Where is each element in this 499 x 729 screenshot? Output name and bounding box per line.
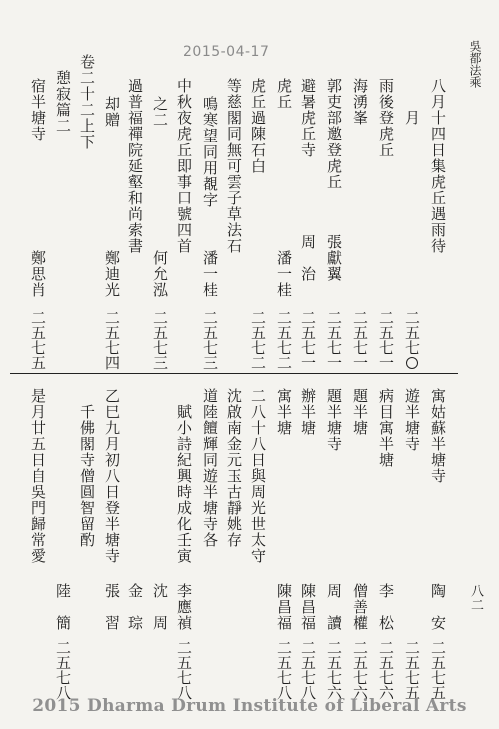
lower-title-14: 乙巳九月初八日登半塘寺	[103, 388, 121, 564]
upper-page-12: 二五七三	[151, 310, 169, 370]
upper-title-2: 月	[403, 110, 421, 126]
lower-page-4: 二五七六	[351, 640, 369, 700]
zero-circle-glyph	[406, 357, 418, 369]
lower-title-3: 病目寓半塘	[377, 388, 395, 468]
page-number: 八二	[468, 584, 483, 612]
lower-page-3: 二五七六	[377, 640, 395, 700]
upper-title-5: 郭吏部邀登虎丘	[325, 78, 343, 190]
lower-author-3: 李 松	[377, 583, 395, 631]
upper-title-11: 中秋夜虎丘即事口號四首	[175, 78, 193, 254]
upper-title-15: 卷二十二上下	[78, 54, 96, 150]
lower-title-8: 二八十八日與周光世太守	[249, 388, 267, 564]
upper-title-14: 却贈	[103, 96, 121, 128]
lower-title-4: 題半塘	[351, 388, 369, 436]
lower-author-13: 金 琮	[126, 583, 144, 631]
upper-author-10: 潘一桂	[201, 250, 219, 298]
lower-author-4: 僧善權	[351, 583, 369, 631]
upper-title-1: 八月十四日集虎丘遇雨待	[429, 78, 447, 254]
upper-title-7: 虎丘	[275, 78, 293, 110]
book-title: 吳都法乘	[468, 40, 482, 88]
lower-author-6: 陳昌福	[299, 583, 317, 631]
lower-page-5: 二五七六	[325, 640, 343, 700]
lower-page-6: 二五七八	[299, 640, 317, 700]
lower-author-12: 沈 周	[151, 583, 169, 631]
upper-title-10: 鳴寒望同用覩字	[201, 96, 219, 208]
upper-title-4: 海湧峯	[351, 78, 369, 126]
upper-author-5: 張獻翼	[325, 234, 343, 282]
upper-page-6: 二五七一	[299, 310, 317, 370]
lower-author-1: 陶 安	[429, 583, 447, 631]
upper-title-17: 宿半塘寺	[29, 78, 47, 142]
date-stamp: 2015-04-17	[183, 44, 270, 60]
register-divider	[10, 373, 458, 374]
lower-title-6: 辦半塘	[299, 388, 317, 436]
lower-page-1: 二五七五	[429, 640, 447, 700]
upper-author-12: 何允泓	[151, 250, 169, 298]
lower-author-16: 陸 簡	[54, 583, 72, 631]
lower-page-16: 二五七八	[54, 640, 72, 700]
upper-page-8: 二五七二	[249, 310, 267, 370]
upper-page-7: 二五七二	[275, 310, 293, 370]
upper-page-14: 二五七四	[103, 310, 121, 370]
upper-title-9: 等慈閣同無可雲子草法石	[225, 78, 243, 254]
upper-author-7: 潘一桂	[275, 250, 293, 298]
upper-page-3: 二五七一	[377, 310, 395, 370]
upper-page-4: 二五七一	[351, 310, 369, 370]
upper-page-5: 二五七一	[325, 310, 343, 370]
lower-author-7: 陳昌福	[275, 583, 293, 631]
footer-watermark: 2015 Dharma Drum Institute of Liberal Arts	[32, 696, 467, 716]
upper-title-12: 之二	[151, 96, 169, 128]
lower-title-10: 道陸饘輝同遊半塘寺各	[201, 388, 219, 548]
upper-page-10: 二五七三	[201, 310, 219, 370]
lower-title-9: 沈啟南金元玉古靜姚存	[225, 388, 243, 548]
upper-author-14: 鄭迪光	[103, 250, 121, 298]
upper-title-8: 虎丘過陳石白	[249, 78, 267, 174]
upper-title-16: 憩寂篇二	[54, 70, 72, 134]
lower-title-11: 賦小詩紀興時成化壬寅	[175, 404, 193, 564]
upper-title-6: 避暑虎丘寺	[299, 78, 317, 158]
lower-title-1: 寓姑蘇半塘寺	[429, 388, 447, 484]
lower-author-5: 周 讀	[325, 583, 343, 631]
lower-title-15: 千佛閣寺僧圓智留酌	[78, 404, 96, 548]
upper-author-17: 鄭思肖	[29, 250, 47, 298]
upper-page-2: 二五七	[404, 310, 420, 369]
lower-page-7: 二五七八	[275, 640, 293, 700]
upper-title-13: 過普福禪院延壑和尚索書	[126, 78, 144, 254]
lower-author-14: 張 習	[103, 583, 121, 631]
lower-title-5: 題半塘寺	[325, 388, 343, 452]
lower-author-11: 李應禎	[175, 583, 193, 631]
lower-page-11: 二五七八	[175, 640, 193, 700]
upper-page-17: 二五七五	[29, 310, 47, 370]
lower-page-2: 二五七五	[403, 640, 421, 700]
upper-author-6: 周 治	[299, 234, 317, 282]
upper-title-3: 雨後登虎丘	[377, 78, 395, 158]
lower-title-7: 寓半塘	[275, 388, 293, 436]
lower-title-16: 是月廿五日自吳門歸常愛	[29, 388, 47, 564]
lower-title-2: 遊半塘寺	[403, 388, 421, 452]
